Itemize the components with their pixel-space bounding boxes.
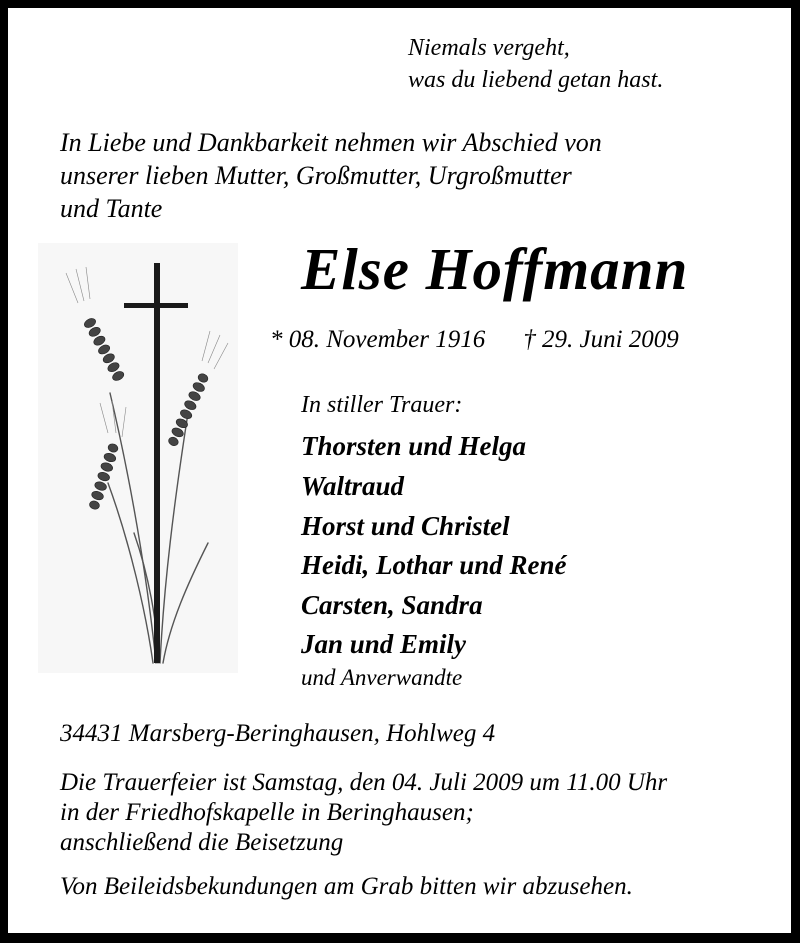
service-line-1: Die Trauerfeier ist Samstag, den 04. Juli 2009 um 11.00 Uhr [60, 769, 668, 796]
mourner-name: Horst und Christel [301, 511, 510, 541]
closing-note: Von Beileidsbekundungen am Grab bitten wir abzusehen. [60, 873, 633, 900]
life-dates [270, 324, 679, 356]
motto-line-2: was du liebend getan hast. [408, 67, 664, 93]
address: 34431 Marsberg-Beringhausen, Hohlweg 4 [60, 720, 496, 747]
relatives-note: und Anverwandte [301, 665, 463, 690]
obituary-notice [8, 8, 791, 933]
motto-line-1: Niemals vergeht, [408, 35, 570, 61]
birth-date: * 08. November 1916 [270, 326, 486, 353]
motto [408, 32, 663, 96]
mourner-name: Carsten, Sandra [301, 590, 483, 620]
service-line-2: in der Friedhofskapelle in Beringhausen; [60, 799, 474, 826]
service-line-3: anschließend die Beisetzung [60, 829, 344, 856]
mourner-name: Thorsten und Helga [301, 431, 527, 461]
intro-line-2: unserer lieben Mutter, Großmutter, Urgroßmutter [60, 161, 572, 190]
service-info [60, 768, 667, 858]
mourner-name: Heidi, Lothar und René [301, 550, 567, 580]
cross-with-wheat-icon [38, 243, 238, 673]
intro-text [60, 126, 602, 225]
mourning-label: In stiller Trauer: [301, 392, 463, 418]
deceased-name: Else Hoffmann [301, 236, 689, 302]
intro-line-3: und Tante [60, 194, 163, 223]
mourner-name: Waltraud [301, 471, 405, 501]
intro-line-1: In Liebe und Dankbarkeit nehmen wir Abschied von [60, 128, 602, 157]
death-date: † 29. Juni 2009 [523, 326, 679, 353]
mourner-name: Jan und Emily [301, 629, 467, 659]
